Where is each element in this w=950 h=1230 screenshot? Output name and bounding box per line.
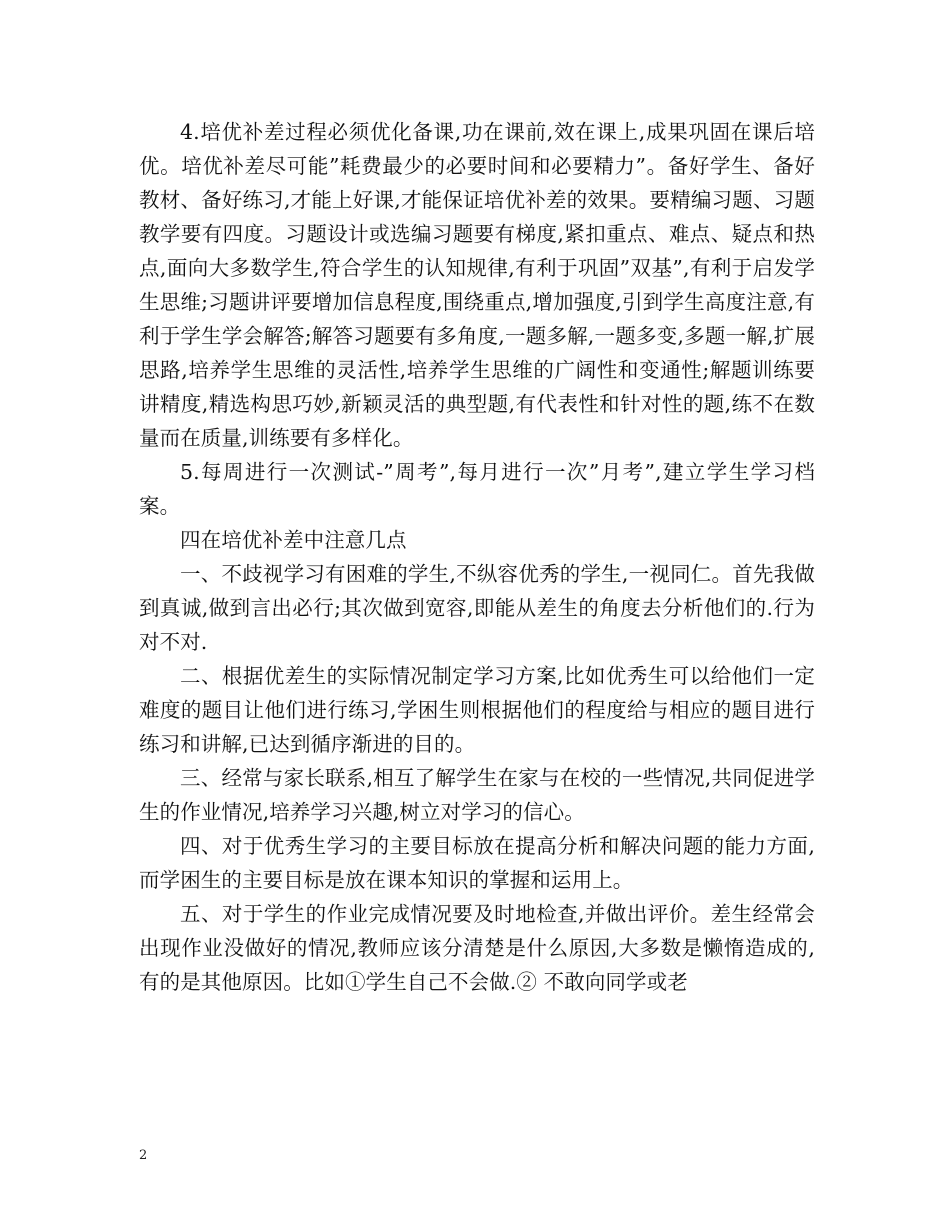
point-four: 四、对于优秀生学习的主要目标放在提高分析和解决问题的能力方面,而学困生的主要目标是放在课本知识的掌握和运用上。	[139, 834, 815, 892]
section-heading-four: 四在培优补差中注意几点	[180, 528, 407, 552]
point-five: 五、对于学生的作业完成情况要及时地检查,并做出评价。差生经常会出现作业没做好的情况,教师应该分清楚是什么原因,大多数是懒惰造成的,有的是其他原因。比如①学生自己不会做.② 不敢向同学或老	[139, 902, 815, 994]
point-two: 二、根据优差生的实际情况制定学习方案,比如优秀生可以给他们一定难度的题目让他们进行练习,学困生则根据他们的程度给与相应的题目进行练习和讲解,已达到循序渐进的目的。	[139, 664, 815, 756]
paragraph-4-lesson-prep: 4.培优补差过程必须优化备课,功在课前,效在课上,成果巩固在课后培优。培优补差尽可能”耗费最少的必要时间和必要精力”。备好学生、备好教材、备好练习,才能上好课,才能保证培优补差的效果。要精编习题、习题教学要有四度。习题设计或选编习题要有梯度,紧扣重点、难点、疑点和热点,面向大多数学生,符合学生的认知规律,有利于巩固”双基”,有利于启发学生思维;习题讲评要增加信息程度,围绕重点,增加强度,引到学生高度注意,有利于学生学会解答;解答习题要有多角度,一题多解,一题多变,多题一解,扩展思路,培养学生思维的灵活性,培养学生思维的广阔性和变通性;解题训练要讲精度,精选构思巧妙,新颖灵活的典型题,有代表性和针对性的题,练不在数量而在质量,训练要有多样化。	[139, 120, 815, 450]
paragraph-5-weekly-test: 5.每周进行一次测试-”周考”,每月进行一次”月考”,建立学生学习档案。	[139, 460, 815, 518]
page-number: 2	[139, 1148, 148, 1163]
document-body	[139, 115, 815, 999]
point-one: 一、不歧视学习有困难的学生,不纵容优秀的学生,一视同仁。首先我做到真诚,做到言出必行;其次做到宽容,即能从差生的角度去分析他们的.行为对不对.	[139, 562, 815, 654]
point-three: 三、经常与家长联系,相互了解学生在家与在校的一些情况,共同促进学生的作业情况,培养学习兴趣,树立对学习的信心。	[139, 766, 815, 824]
